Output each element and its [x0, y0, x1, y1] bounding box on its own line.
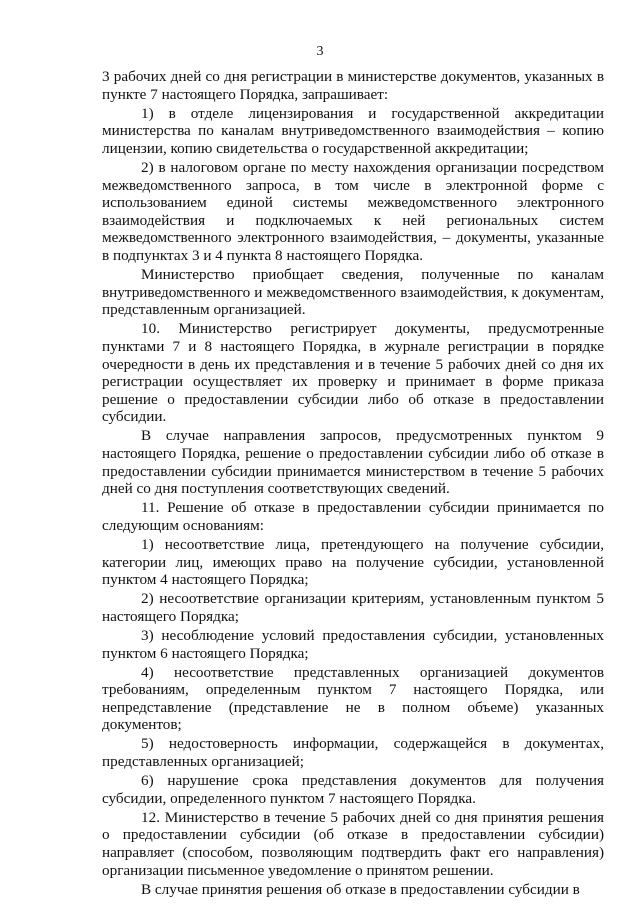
paragraph-13: 6) нарушение срока представления документов для получения субсидии, определенного пунктом 7 настоящего Порядка.	[102, 772, 604, 807]
paragraph-9: 2) несоответствие организации критериям, установленным пунктом 5 настоящего Порядка;	[102, 590, 604, 625]
paragraph-2: 1) в отделе лицензирования и государственной аккредитации министерства по каналам внутриведомственного взаимодействия – копию лицензии, копию свидетельства о государственной аккредитации;	[102, 104, 604, 157]
paragraph-8: 1) несоответствие лица, претендующего на получение субсидии, категории лиц, имеющих право на получение субсидии, установленной пунктом 4 настоящего Порядка;	[102, 535, 604, 589]
paragraph-3: 2) в налоговом органе по месту нахождения организации посредством межведомственного запроса, в том числе в электронной форме с использованием единой системы межведомственного электронного взаимодействия и подключаемых к ней региональных систем межведомственного электронного взаимодействия, – документы, указанные в подпунктах 3 и 4 пункта 8 настоящего Порядка.	[102, 158, 604, 264]
paragraph-5: 10. Министерство регистрирует документы, предусмотренные пунктами 7 и 8 настоящего Порядка, в журнале регистрации в порядке очередности в день их представления и в течение 5 рабочих дней со дня их регистрации осуществляет их проверку и принимает в форме приказа решение о предоставлении субсидии либо об отказе в предоставлении субсидии.	[102, 320, 604, 426]
paragraph-4: Министерство приобщает сведения, полученные по каналам внутриведомственного и межведомственного взаимодействия, к документам, представленным организацией.	[102, 266, 604, 319]
paragraph-1: 3 рабочих дней со дня регистрации в министерстве документов, указанных в пункте 7 настоящего Порядка, запрашивает:	[102, 68, 604, 103]
document-body	[102, 68, 604, 900]
paragraph-12: 5) недостоверность информации, содержащейся в документах, представленных организацией;	[102, 735, 604, 771]
paragraph-11: 4) несоответствие представленных организацией документов требованиям, определенным пунктом 7 настоящего Порядка, или непредставление (представление не в полном объеме) указанных документов;	[102, 663, 604, 734]
paragraph-14: 12. Министерство в течение 5 рабочих дней со дня принятия решения о предоставлении субсидии (об отказе в предоставлении субсидии) направляет (способом, позволяющим подтвердить факт его направления) организации письменное уведомление о принятом решении.	[102, 808, 604, 879]
paragraph-15: В случае принятия решения об отказе в предоставлении субсидии в	[141, 880, 580, 898]
paragraph-10: 3) несоблюдение условий предоставления субсидии, установленных пунктом 6 настоящего Порядка;	[102, 626, 604, 662]
paragraph-7: 11. Решение об отказе в предоставлении субсидии принимается по следующим основаниям:	[102, 499, 604, 534]
page-number: 3	[316, 44, 324, 59]
paragraph-6: В случае направления запросов, предусмотренных пунктом 9 настоящего Порядка, решение о предоставлении субсидии либо об отказе в предоставлении субсидии принимается министерством в течение 5 рабочих дней со дня поступления соответствующих сведений.	[102, 427, 604, 498]
